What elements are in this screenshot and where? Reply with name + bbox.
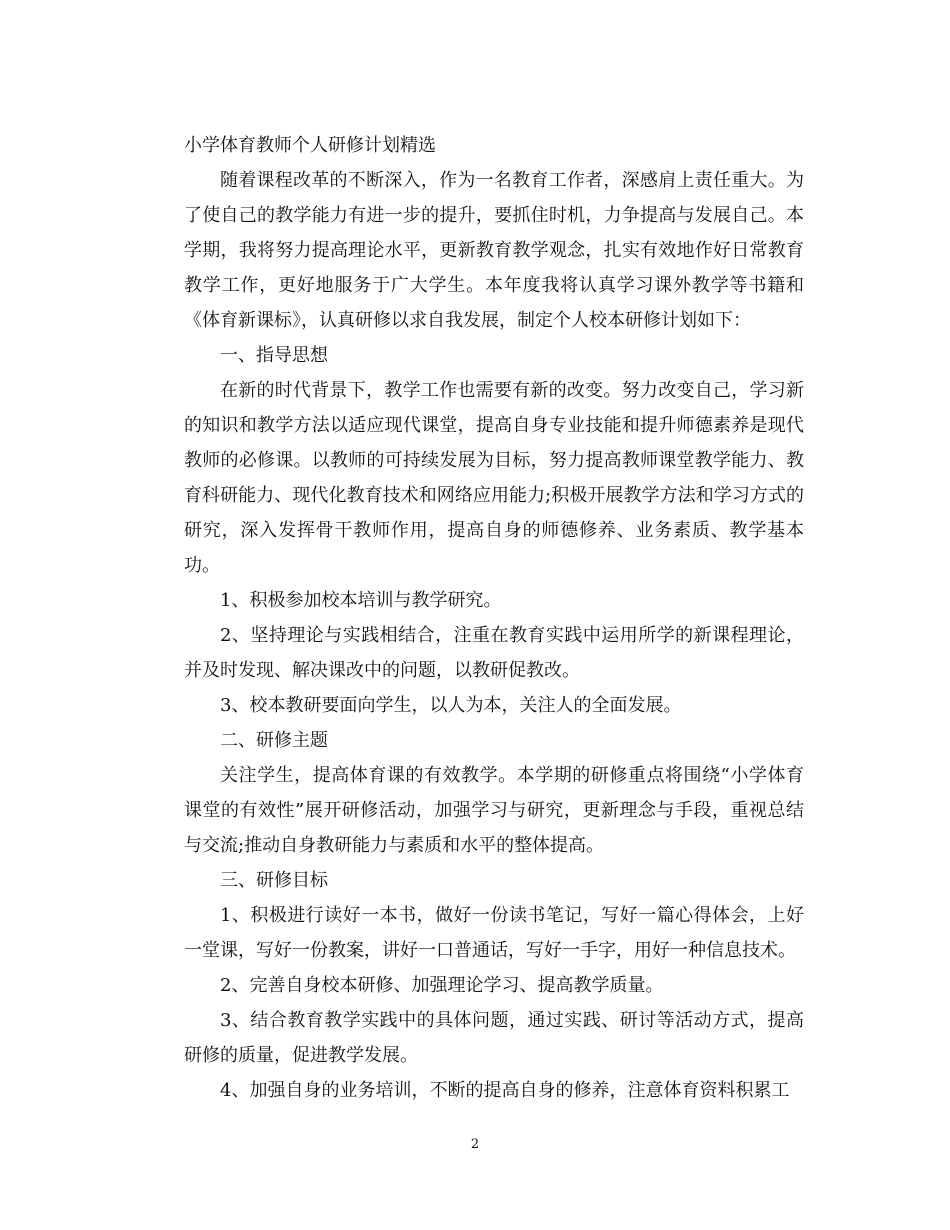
document-title: 小学体育教师个人研修计划精选 [184, 135, 436, 156]
intro-paragraph: 随着课程改革的不断深入，作为一名教育工作者，深感肩上责任重大。为了使自己的教学能力有进一步的提升，要抓住时机，力争提高与发展自己。本学期，我将努力提高理论水平，更新教育教学观念，扎实有效地作好日常教育教学工作，更好地服务于广大学生。本年度我将认真学习课外教学等书籍和《体育新课标》，认真研修以求自我发展，制定个人校本研修计划如下： [184, 170, 804, 331]
guiding-ideology-paragraph: 在新的时代背景下，教学工作也需要有新的改变。努力改变自己，学习新的知识和教学方法以适应现代课堂，提高自身专业技能和提升师德素养是现代教师的必修课。以教师的可持续发展为目标，努力提高教师课堂教学能力、教育科研能力、现代化教育技术和网络应用能力;积极开展教学方法和学习方式的研究，深入发挥骨干教师作用，提高自身的师德修养、业务素质、教学基本功。 [184, 380, 804, 576]
list-item: 2、坚持理论与实践相结合，注重在教育实践中运用所学的新课程理论，并及时发现、解决课改中的问题，以教研促教改。 [184, 625, 804, 681]
list-item: 4、加强自身的业务培训，不断的提高自身的修养，注意体育资料积累工 [220, 1080, 790, 1101]
section-heading-guiding-ideology: 一、指导思想 [220, 345, 328, 366]
list-item: 1、积极进行读好一本书，做好一份读书笔记，写好一篇心得体会，上好一堂课，写好一份教案，讲好一口普通话，写好一手字，用好一种信息技术。 [184, 905, 804, 961]
section-heading-research-goals: 三、研修目标 [220, 870, 328, 891]
list-item: 3、结合教育教学实践中的具体问题，通过实践、研讨等活动方式，提高研修的质量，促进教学发展。 [184, 1010, 804, 1066]
list-item: 1、积极参加校本培训与教学研究。 [220, 590, 502, 611]
document-body [184, 128, 804, 1108]
list-item: 2、完善自身校本研修、加强理论学习、提高教学质量。 [220, 975, 664, 996]
list-item: 3、校本教研要面向学生，以人为本，关注人的全面发展。 [220, 695, 682, 716]
research-theme-paragraph: 关注学生，提高体育课的有效教学。本学期的研修重点将围绕“小学体育课堂的有效性”展开研修活动，加强学习与研究，更新理念与手段，重视总结与交流;推动自身教研能力与素质和水平的整体提高。 [184, 765, 804, 856]
section-heading-research-theme: 二、研修主题 [220, 730, 328, 751]
page-number: 2 [470, 1137, 480, 1152]
